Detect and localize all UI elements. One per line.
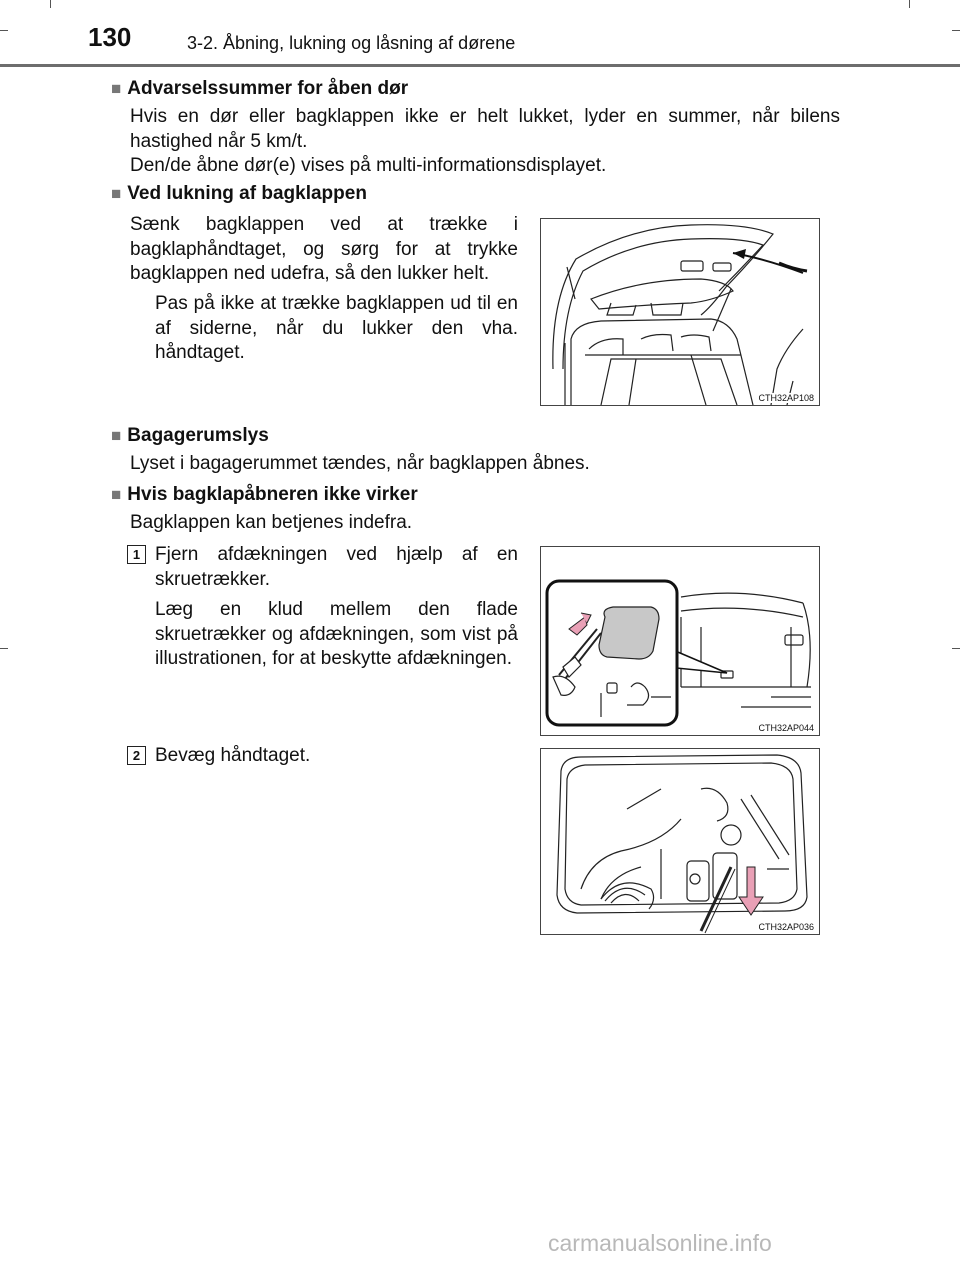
crop-mark: [0, 30, 8, 31]
door-buzzer-text: Hvis en dør eller bagklappen ikke er helt lukket, lyder en summer, når bilens hastighed når 5 km/t.: [130, 106, 840, 152]
cover-removal-drawing: [541, 547, 819, 735]
step-number-2: 2: [127, 746, 146, 765]
crop-mark: [0, 648, 8, 649]
crop-mark: [50, 0, 51, 8]
tailgate-illustration: [540, 218, 820, 406]
lever-illustration: [540, 748, 820, 935]
cover-removal-illustration: [540, 546, 820, 736]
step-1-note: Læg en klud mellem den flade skruetrækker og afdækningen, som vist på illustrationen, for at beskytte afdækningen.: [155, 599, 518, 669]
crop-mark: [952, 30, 960, 31]
watermark: carmanualsonline.info: [548, 1230, 772, 1256]
section-heading-closing: ■ Ved lukning af bagklappen: [111, 183, 367, 205]
figure-code: CTH32AP044: [758, 723, 814, 733]
figure-code: CTH32AP108: [758, 393, 814, 403]
header-rule: [0, 64, 960, 67]
section-heading-door-buzzer: ■ Advarselssummer for åben dør: [111, 78, 408, 100]
opener-fails-text: Bagklappen kan betjenes indefra.: [130, 512, 413, 533]
section-heading-opener-fails: ■ Hvis bagklapåbneren ikke virker: [111, 484, 418, 506]
luggage-light-text: Lyset i bagagerummet tændes, når bagklappen åbnes.: [130, 453, 590, 474]
closing-text: Sænk bagklappen ved at trække i bagklaphåndtaget, og sørg for at trykke bagklappen ned udefra, så den lukker helt.: [130, 214, 518, 284]
figure-code: CTH32AP036: [758, 922, 814, 932]
closing-caution: Pas på ikke at trække bagklappen ud til en af siderne, når du lukker den vha. håndtaget.: [155, 293, 518, 363]
section-heading-luggage-light: ■ Bagagerumslys: [111, 425, 269, 447]
lever-drawing: [541, 749, 819, 934]
step-number-1: 1: [127, 545, 146, 564]
step-2-text: Bevæg håndtaget.: [155, 745, 311, 766]
chapter-title: 3-2. Åbning, lukning og låsning af dørene: [187, 33, 516, 53]
page-number: 130: [88, 22, 132, 52]
crop-mark: [952, 648, 960, 649]
door-buzzer-display-text: Den/de åbne dør(e) vises på multi-informationsdisplayet.: [130, 155, 607, 176]
tailgate-drawing: [541, 219, 819, 405]
crop-mark: [909, 0, 910, 8]
step-1-text: Fjern afdækningen ved hjælp af en skruetrækker.: [155, 544, 518, 590]
